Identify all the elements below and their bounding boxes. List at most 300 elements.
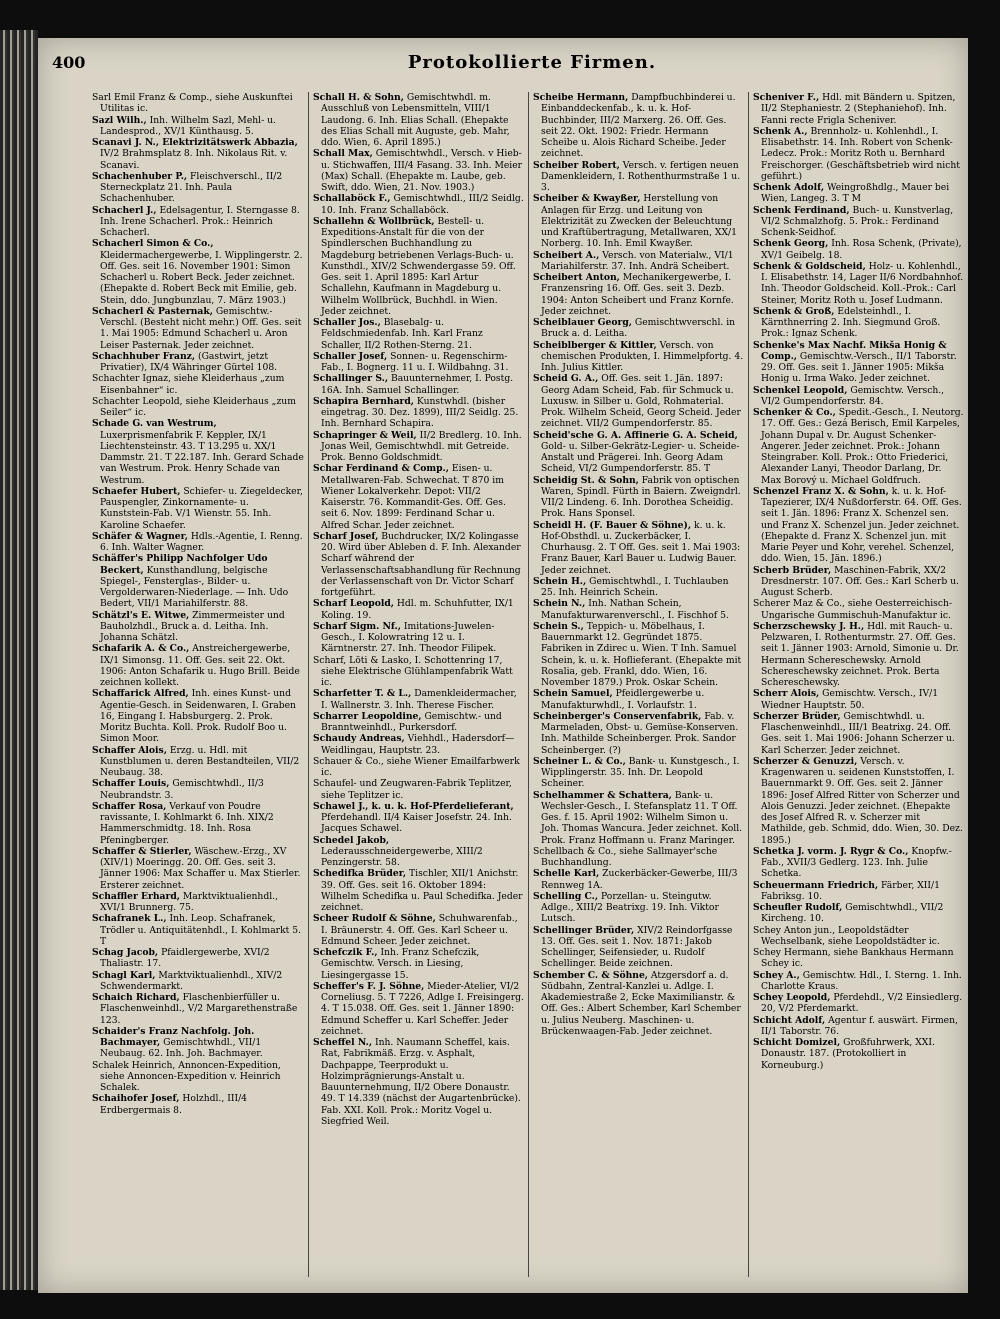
firm-name: Schedel Jakob, [313,834,390,846]
firm-name: Scheiblberger & Kittler, [533,339,657,351]
firm-name: Scheiber Robert, [533,159,620,171]
firm-details: Gemischtwhdl., VII/2 Kircheng. 10. [761,902,944,925]
directory-entry [753,846,964,880]
firm-details: Teppich- u. Möbelhaus, I. Bauernmarkt 12. Gegründet 1875. Fabriken in Zdirec u. Wien. T Inh. Samuel Schein, k. u. k. Hoflieferant. (Ehepakte mit Rosalia, geb. Frankl, ddo. Wien, 16. November 1879.) Prok. Oskar Schein. [541,620,742,688]
firm-details: Fabrik von optischen Waren, Spindl. Fürth in Baiern. Zweigndrl. VII/2 Lindeng. 6. Inh. Dorothea Scheidig. Prok. Hans Sponsel. [541,474,741,520]
firm-details: Schachter Leopold, siehe Kleiderhaus „zum Seiler“ ic. [92,395,296,418]
directory-entry [92,970,304,993]
directory-entry [313,868,524,913]
directory-entry [313,598,524,621]
directory-entry [753,947,964,970]
directory-entry [313,396,524,430]
firm-details: Schalek Heinrich, Annoncen-Expedition, siehe Annoncen-Expedition v. Heinrich Schalek. [92,1059,281,1093]
firm-details: Gemischtwhdl., III/2 Seidlg. 10. Inh. Franz Schallaböck. [321,193,524,216]
firm-name: Schenker & Co., [753,407,836,418]
directory-entry [313,756,524,779]
directory-entry [753,205,964,239]
directory-entry [533,925,744,970]
firm-details: Eisen- u. Metallwaren-Fab. Schwechat. T 870 im Wiener Lokalverkehr. Depot: VII/2 Kaiserstr. 76. Kommandit-Ges. Off. Ges. seit 6. Nov. 1899: Ferdinand Schar u. Alfred Schar. Jeder zeichnet. [321,463,506,531]
directory-entry [92,846,304,891]
page-edge-stack [0,30,38,1290]
firm-name: Scheniver F., [753,92,820,103]
firm-details: Färber, XII/1 Fabriksg. 10. [761,879,940,902]
firm-details: Hdl. mit Bändern u. Spitzen, II/2 Stephaniestr. 2 (Stephaniehof). Inh. Fanni recte Frigla Scheniver. [761,92,956,126]
firm-details: Atzgersdorf a. d. Südbahn, Zentral-Kanzlei u. Adlge. I. Akademiestraße 2, Ecke Maximilianstr. & Off. Ges.: Albert Schember, Karl Schember u. Julius Neuberg. Maschinen- u. Brückenwaagen-Fab. Jeder zeichnet. [541,969,741,1037]
firm-name: Scheibe Hermann, [533,92,629,103]
firm-name: Schaffer Alois, [92,744,167,756]
firm-name: Schacherl & Pasternak, [92,305,213,317]
firm-name: Schein S., [533,620,584,632]
firm-name: Scanavi J. N., Elektrizitätswerk Abbazia, [92,137,298,148]
firm-name: Schein N., [533,598,586,610]
directory-entry [533,711,744,756]
firm-details: Dampfbuchbinderei u. Einbanddeckenfab., k. u. k. Hof-Buchbinder, III/2 Marxerg. 26. Off. Ges. seit 22. Okt. 1902: Friedr. Hermann Scheibe u. Alois Richard Scheibe. Jeder zeichnet. [541,92,736,160]
firm-name: Scheffer's F. J. Söhne, [313,980,425,992]
directory-entry [313,778,524,801]
directory-entry [753,565,964,599]
firm-details: Schey Anton jun., Leopoldstädter Wechselbank, siehe Leopoldstädter ic. [753,924,940,947]
firm-name: Schaich Richard, [92,992,180,1003]
firm-details: Zuckerbäcker-Gewerbe, III/3 Rennweg 1A. [541,868,738,891]
firm-details: Marktviktualienhdl., XIV/2 Schwendermarkt. [100,969,283,992]
firm-name: Schaller Jos., [313,317,381,328]
column-1 [88,92,308,1277]
firm-name: Scheuermann Friedrich, [753,879,879,891]
firm-details: k. u. k. Hof-Tapezierer, IX/4 Nußdorferstr. 64. Off. Ges. seit 1. Jän. 1896: Franz X. Schenzel sen. und Franz X. Schenzel jun. Jeder zeichnet. (Ehepakte d. Franz X. Schenzel jun. mit Marie Peyer und Kohr, verehel. Schenzel, ddo. Wien, 15. Jän. 1896.) [761,485,962,565]
firm-name: Schenke's Max Nachf. Mikša Honig & Comp., [753,339,947,362]
directory-entry [533,846,744,869]
firm-name: Schachhuber Franz, [92,350,196,362]
firm-name: Scharf Josef, [313,530,379,542]
firm-details: Pferdehdl., V/2 Einsiedlerg. 20, V/2 Pferdemarkt. [761,992,963,1015]
firm-name: Schenk Adolf, [753,182,825,193]
firm-details: Hdl. mit Rauch- u. Pelzwaren, I. Rothenturmstr. 27. Off. Ges. seit 1. Jänner 1903: Arnold, Simonie u. Dr. Hermann Schereschewsky. Arnold Schereschewsky zeichnet. Prok. Berta Schereschewsky. [761,620,959,688]
firm-details: Versch. v. Kragenwaren u. seidenen Kunststoffen, I. Bauernmarkt 9. Off. Ges. seit 2. Jänner 1896: Josef Alfred Ritter von Scherzer und Alois Genuzzi. Jeder zeichnet. (Ehepakte des Josef Alfred R. v. Scherzer mit Mathilde, geb. Schmid, ddo. Wien, 30. Dez. 1895.) [761,755,963,846]
firm-details: Schuhwarenfab., I. Bräunerstr. 4. Off. Ges. Karl Scheer u. Edmund Scheer. Jeder zeichnet. [321,913,518,947]
firm-name: Schaffer Rosa, [92,800,167,812]
firm-details: Gemischtw.-Versch., II/1 Taborstr. 29. Off. Ges. seit 1. Jänner 1905: Mikša Honig u. Irma Wako. Jeder zeichnet. [761,350,957,385]
directory-entry [92,992,304,1026]
firm-details: Hdls.-Agentie, I. Renng. 6. Inh. Walter Wagner. [100,530,303,553]
directory-entry [92,553,304,609]
firm-details: Buch- u. Kunstverlag, VI/2 Schmalzhofg. 5. Prok.: Ferdinand Schenk-Seidhof. [761,204,954,238]
directory-entry [753,126,964,182]
firm-details: Gemischtwhdl., VII/1 Neubaug. 62. Inh. Joh. Bachmayer. [100,1037,263,1060]
firm-name: Scherzer & Genuzzi, [753,755,858,767]
directory-entry [313,463,524,531]
directory-entry [753,621,964,689]
directory-entry [533,430,744,475]
firm-name: Scherr Alois, [753,688,820,700]
firm-details: Porzellan- u. Steingutw. Adlge., XIII/2 Beatrixg. 19. Inh. Viktor Lutsch. [541,890,719,925]
directory-entry [92,1060,304,1094]
directory-entry [533,688,744,711]
column-4 [748,92,968,1277]
firm-details: Off. Ges. seit 1. Jän. 1897: Georg Adam Scheid, Fab. für Schmuck u. Luxusw. in Silber u. Gold, Rohmaterial. Prok. Wilhelm Scheid, Georg Scheid. Jeder zeichnet. VII/2 Gumpendorferstr. 85. [541,373,741,430]
directory-entry [92,1093,304,1116]
directory-entry [92,115,304,138]
firm-details: Inh. Wilhelm Sazl, Mehl- u. Landesprod., XV/1 Künthausg. 5. [100,114,276,137]
firm-name: Schagl Karl, [92,969,156,981]
firm-name: Scheer Rudolf & Söhne, [313,913,436,925]
firm-details: Gold- u. Silber-Gekrätz-Legier- u. Scheide-Anstalt und Prägerei. Inh. Georg Adam Scheid, VI/2 Gumpendorferstr. 85. T [541,440,740,475]
firm-details: Gemischtw. Versch., IV/1 Wiedner Hauptstr. 50. [761,688,939,711]
firm-name: Schapira Bernhard, [313,395,414,407]
firm-details: Gemischtwhdl., II/3 Neubrandstr. 3. [100,778,264,801]
directory-entry [313,733,524,756]
firm-details: Gemischtwhdl. u. Flaschenweinhdl., III/1 Beatrixg. 24. Off. Ges. seit 1. Mai 1906: Johann Scherzer u. Karl Scherzer. Jeder zeichnet. [761,710,955,756]
firm-details: Versch. von Materialw., VI/1 Mariahilferstr. 37. Inh. Andrä Scheibert. [541,249,734,272]
directory-entry [313,835,524,869]
firm-name: Schelle Karl, [533,868,600,880]
firm-name: Scharrer Leopoldine, [313,710,422,722]
firm-details: Gemischtw.-Verschl. (Besteht nicht mehr.) Off. Ges. seit 1. Mai 1905: Edmund Schacherl u. Aron Leiser Pasternak. Jeder zeichnet. [100,305,302,351]
firm-details: Schachter Ignaz, siehe Kleiderhaus „zum Eisenbahner“ ic. [92,373,285,396]
firm-details: Mieder-Atelier, VI/2 Corneliusg. 5. T 7226, Adlge I. Freisingerg. 4. T 15.038. Off. Ges. seit 1. Jänner 1890: Edmund Scheffer u. Karl Scheffer. Jeder zeichnet. [321,980,524,1037]
directory-entry [92,137,304,171]
directory-entry [313,655,524,689]
directory-entry [533,373,744,429]
firm-name: Schetka J. vorm. J. Rygr & Co., [753,845,909,857]
firm-details: Inh. Franz Schefczik, Gemischtw. Versch. in Liesing, Liesingergasse 15. [321,947,480,981]
firm-name: Schaihofer Josef, [92,1093,180,1105]
firm-name: Scheiber & Kwayßer, [533,193,641,205]
directory-entry [533,317,744,340]
firm-name: Schapringer & Weil, [313,429,417,441]
directory-entry [753,711,964,756]
directory-entry [313,711,524,734]
firm-details: Inh. Rosa Schenk, (Private), XV/1 Geibelg. 18. [761,238,962,261]
firm-name: Schey Leopold, [753,992,831,1003]
directory-entry [92,610,304,644]
directory-entry [753,598,964,621]
directory-entry [313,351,524,374]
firm-name: Schallinger S., [313,373,389,385]
firm-name: Schaffler Erhard, [92,890,180,902]
firm-name: Schenzel Franz X. & Sohn, [753,485,889,497]
firm-details: Flaschenbierfüller u. Flaschenweinhdl., V/2 Margarethenstraße 123. [100,992,298,1026]
firm-details: Bank- u. Wechsler-Gesch., I. Stefansplatz 11. T Off. Ges. f. 15. April 1902: Wilhelm Simon u. Joh. Thomas Wancura. Jeder zeichnet. Koll. Prok. Franz Hoffmann u. Franz Maringer. [541,789,743,846]
directory-entry [753,385,964,408]
directory-entry [753,970,964,993]
firm-name: Schicht Domizel, [753,1037,841,1048]
firm-name: Scheidl H. (F. Bauer & Söhne), [533,519,692,531]
firm-name: Schall H. & Sohn, [313,92,404,103]
directory-entry [533,193,744,249]
directory-entry [533,970,744,1038]
directory-entry [92,1026,304,1060]
firm-details: Schiefer- u. Ziegeldecker, Pauspengler, Zinkornamente- u. Kunststein-Fab. V/1 Wienstr. 55. Inh. Karoline Schaefer. [100,485,303,531]
firm-name: Schicht Adolf, [753,1014,826,1026]
directory-entry [753,92,964,126]
firm-name: Schafranek L., [92,913,167,925]
firm-details: Gemischtwhdl. m. Ausschluß von Lebensmitteln, VIII/1 Laudong. 6. Inh. Elias Schall. (Ehepakte des Elias Schall mit Auguste, geb. Mahr, ddo. Wien, 6. April 1895.) [321,92,510,148]
directory-entry [533,520,744,576]
firm-name: Schenk Ferdinand, [753,204,850,216]
firm-details: II/2 Bredlerg. 10. Inh. Jonas Weil, Gemischtwhdl. mit Getreide. Prok. Benno Goldschmidt. [321,429,522,463]
directory-entry [313,193,524,216]
firm-details: Edelsagentur, I. Sterngasse 8. Inh. Irene Schacherl. Prok.: Heinrich Schacherl. [100,204,300,238]
firm-details: Pfaidlergewerbe, XVI/2 Thaliastr. 17. [100,947,270,970]
firm-details: Holzhdl., III/4 Erdbergermais 8. [100,1093,248,1116]
firm-name: Schaffer Louis, [92,778,170,790]
firm-details: Herstellung von Anlagen für Erzg. und Leitung von Elektrizität zu Zwecken der Beleuchtung und Kraftübertragung, Metallwaren, XX/1 Norberg. 10. Inh. Emil Kwayßer. [541,193,737,250]
firm-details: k. u. k. Hof-Obsthdl. u. Zuckerbäcker, I. Churhausg. 2. T Off. Ges. seit 1. Mai 1903: Franz Bauer, Karl Bauer u. Ludwig Bauer. Jeder zeichnet. [541,519,741,576]
firm-name: Schelhammer & Schattera, [533,789,672,801]
directory-entry [313,216,524,317]
firm-name: Schacherl Simon & Co., [92,238,214,250]
firm-details: Gemischtwhdl., I. Tuchlauben 25. Inh. Heinrich Schein. [541,575,729,598]
directory-entry [92,688,304,744]
directory-entry [753,925,964,948]
firm-details: Maschinen-Fabrik, XX/2 Dresdnerstr. 107. Off. Ges.: Karl Scherb u. August Scherb. [761,564,959,598]
firm-details: Sarl Emil Franz & Comp., siehe Auskunftei Utilitas ic. [92,92,293,115]
firm-details: Weingroßhdlg., Mauer bei Wien, Langeg. 3. T M [761,182,950,205]
directory-entry [753,880,964,903]
firm-details: Gemischtwverschl. in Bruck a. d. Leitha. [541,317,736,340]
firm-details: Holz- u. Kohlenhdl., I. Elisabethstr. 14, Lager II/6 Nordbahnhof. Inh. Theodor Goldscheid. Koll.-Prok.: Carl Steiner, Moritz Roth u. Josef Ludmann. [761,260,964,306]
directory-entry [313,688,524,711]
firm-details: Anstreichergewerbe, IX/1 Simonsg. 11. Off. Ges. seit 22. Okt. 1906: Anton Schafarik u. Hugo Brill. Beide zeichnen kollekt. [100,643,300,688]
firm-details: Gemischtw. Hdl., I. Sterng. 1. Inh. Charlotte Kraus. [761,969,962,992]
firm-name: Schall Max, [313,148,373,160]
firm-details: Blasebalg- u. Feldschmiedenfab. Inh. Karl Franz Schaller, II/2 Rothen-Sterng. 21. [321,317,483,351]
firm-details: Kunstwhdl. (bisher eingetrag. 30. Dez. 1899), III/2 Seidlg. 25. Inh. Bernhard Schapira. [321,395,519,430]
firm-name: Schenk & Groß, [753,305,835,317]
directory-entry [533,598,744,621]
directory-entry [533,790,744,846]
firm-details: Verkauf von Poudre ravissante, I. Kohlmarkt 6. Inh. XIX/2 Hammerschmidtg. 18. Inh. Rosa Pfeningberger. [100,800,274,846]
directory-entry [753,340,964,385]
firm-name: Schade G. van Westrum, [92,418,217,430]
firm-name: Schacherl J., [92,204,157,216]
directory-entry [533,250,744,273]
firm-details: Inh. Nathan Schein, Manufakturwarenverschl., I. Fischhof 5. [541,598,729,621]
directory-entry [92,92,304,115]
firm-details: (Gastwirt, jetzt Privatier), IX/4 Währinger Gürtel 108. [100,350,278,373]
firm-name: Scheid'sche G. A. Affinerie G. A. Scheid, [533,429,738,441]
running-title: Protokollierte Firmen. [407,52,657,73]
directory-entry [313,981,524,1037]
directory-entry [533,272,744,317]
firm-name: Scharf Leopold, [313,598,394,610]
firm-name: Schein H., [533,575,587,587]
directory-entry [92,486,304,531]
directory-entry [313,373,524,396]
firm-details: IV/2 Brahmsplatz 8. Inh. Nikolaus Rit. v. Scanavi. [100,148,288,171]
directory-entry [753,756,964,846]
directory-entry [533,756,744,790]
firm-name: Scheffel N., [313,1037,373,1048]
directory-entry [313,148,524,193]
firm-details: Gemischtw. Versch., VI/2 Gumpendorferstr. 84. [761,384,945,407]
firm-name: Schenk & Goldscheid, [753,260,866,272]
firm-details: Gemischtw.- und Branntweinhdl., Purkersdorf. [321,710,502,733]
firm-name: Schelling C., [533,890,599,902]
directory-entry [92,745,304,779]
firm-details: Großfuhrwerk, XXI. Donaustr. 187. (Protokolliert in Korneuburg.) [761,1037,935,1071]
firm-details: Damenkleidermacher, I. Wallnerstr. 3. Inh. Therese Fischer. [321,688,517,711]
firm-details: Spedit.-Gesch., I. Neutorg. 17. Off. Ges.: Gezá Berisch, Emil Karpeles, Johann Dupal v. Dr. August Schenker-Angerer. Jeder zeichnet. Prok.: Johann Steingraber. Koll. Prok.: Otto Friederici, Alexander Lanyi, Theodor Darlang, Dr. Max Borový u. Michael Goldfruch. [761,407,964,486]
firm-details: Fab. v. Marmeladen, Obst- u. Gemüse-Konserven. Inh. Mathilde Scheinberger. Prok. Sandor Scheinberger. (?) [541,710,739,756]
firm-details: Bank- u. Kunstgesch., I. Wipplingerstr. 35. Inh. Dr. Leopold Scheiner. [541,755,740,790]
directory-entry [533,340,744,374]
firm-name: Schachenhuber P., [92,170,188,182]
directory-entry [753,992,964,1015]
firm-name: Schember C. & Söhne, [533,969,648,981]
directory-entry [92,373,304,396]
firm-name: Scheibert Anton, [533,272,620,283]
firm-name: Schäfer & Wagner, [92,530,188,542]
firm-name: Schag Jacob, [92,947,159,958]
directory-entry [533,868,744,891]
directory-entry [533,92,744,160]
firm-name: Schätzl's E. Witwe, [92,609,190,621]
firm-details: Pferdehandl. II/4 Kaiser Josefstr. 24. Inh. Jacques Schawel. [321,812,512,835]
firm-details: Edelsteinhdl., I. Kärnthnerring 2. Inh. Siegmund Groß. Prok.: Ignaz Schenk. [761,305,941,340]
firm-name: Scheid G. A., [533,373,599,385]
firm-details: Knopfw.-Fab., XVII/3 Gedlerg. 123. Inh. Julie Schetka. [761,845,952,880]
firm-details: Buchdrucker, IX/2 Kolingasse 20. Wird über Ableben d. F. Inh. Alexander Scharf während der Verlassenschaftsabhandlung für Rechnung der Verlassenschaft von Dr. Victor Scharf fortgeführt. [321,530,521,598]
firm-details: Scharf, Löti & Lasko, I. Schottenring 17, siehe Elektrische Glühlampenfabrik Watt ic. [313,654,513,688]
firm-details: Scherer Maz & Co., siehe Oesterreichisch-Ungarische Gummischuh-Manufaktur ic. [753,598,953,621]
directory-entry [313,801,524,835]
page-number: 400 [52,53,86,72]
directory-entry [753,407,964,486]
directory-entry [313,531,524,599]
firm-details: Schey Hermann, siehe Bankhaus Hermann Schey ic. [753,947,954,970]
directory-entry [753,306,964,340]
firm-details: Marktviktualienhdl., XVI/1 Brunnerg. 75. [100,890,279,913]
directory-columns [88,92,968,1277]
firm-name: Schenkel Leopold, [753,384,848,396]
firm-name: Schein Samuel, [533,688,613,700]
directory-entry [92,891,304,914]
directory-entry [753,1015,964,1038]
firm-details: Bauunternehmer, I. Postg. 16A. Inh. Samuel Schallinger. [321,373,514,396]
firm-details: Schauer & Co., siehe Wiener Emailfarbwerk ic. [313,755,520,778]
firm-name: Schenk A., [753,125,808,137]
firm-details: Wäschew.-Erzg., XV (XIV/1) Moeringg. 20. Off. Ges. seit 3. Jänner 1906: Max Schaffer u. Max Stierler. Ersterer zeichnet. [100,845,301,891]
firm-details: Versch. v. fertigen neuen Damenkleidern, I. Rothenthurmstraße 1 u. 3. [541,159,741,193]
firm-details: Lederausschneidergewerbe, XIII/2 Penzingerstr. 58. [321,845,483,868]
firm-name: Scheiblauer Georg, [533,317,632,328]
directory-entry [313,317,524,351]
firm-details: Erzg. u. Hdl. mit Kunstblumen u. deren Bestandteilen, VII/2 Neubaug. 38. [100,744,300,778]
firm-name: Schefczik F., [313,947,378,958]
firm-name: Scheidig St. & Sohn, [533,474,639,486]
directory-entry [753,182,964,205]
firm-details: Zimmermeister und Bauholzhdl., Bruck a. d. Leitha. Inh. Johanna Schätzl. [100,609,285,643]
directory-entry [753,238,964,261]
directory-entry [313,430,524,464]
directory-entry [92,396,304,419]
directory-entry [753,261,964,306]
directory-entry [92,205,304,239]
directory-entry [92,531,304,554]
directory-entry [313,1037,524,1127]
firm-name: Sazl Wilh., [92,114,147,126]
column-2 [308,92,528,1277]
column-3 [528,92,748,1277]
firm-details: Gemischtwhdl., Versch. v Hieb- u. Stichwaffen, III/4 Fasang. 33. Inh. Meier (Max) Schall. (Ehepakte m. Laube, geb. Swift, ddo. Wien, 21. Nov. 1903.) [321,148,523,193]
directory-entry [92,643,304,688]
directory-entry [753,688,964,711]
firm-name: Scharf Sigm. Nf., [313,620,401,632]
firm-name: Schallaböck F., [313,193,391,205]
firm-name: Schaider's Franz Nachfolg. Joh. Bachmayer, [92,1025,255,1048]
firm-name: Schäffer's Philipp Nachfolger Udo Beckert, [92,553,268,576]
directory-entry [313,621,524,655]
directory-entry [313,913,524,947]
firm-details: Mechanikergewerbe, I. Franzensring 16. Off. Ges. seit 3. Dezb. 1904: Anton Scheibert und Franz Kornfe. Jeder zeichnet. [541,272,734,317]
firm-details: XIV/2 Reindorfgasse 13. Off. Ges. seit 1. Nov. 1871: Jakob Schellinger, Seifensieder, u. Rudolf Schellinger. Beide zeichnen. [541,924,733,970]
firm-name: Schaffer & Stierler, [92,845,192,857]
directory-entry [92,778,304,801]
firm-name: Scheufler Rudolf, [753,902,843,913]
directory-entry [92,351,304,374]
firm-name: Schaudy Andreas, [313,733,405,745]
firm-name: Scheinberger's Conservenfabrik, [533,710,702,722]
firm-details: Luxerprismenfabrik F. Keppler, IX/1 Liechtensteinstr. 43. T 13.295 u. XX/1 Dammstr. 21. T 22.187. Inh. Gerard Schade van Westrum. Prok. Henry Schade van Westrum. [100,429,304,486]
firm-details: Fleischverschl., II/2 Sterneckplatz 21. Inh. Paula Schachenhuber. [100,170,283,205]
firm-name: Schaller Josef, [313,350,388,362]
directory-entry [753,486,964,565]
firm-details: Hdl. m. Schuhfutter, IX/1 Koling. 19. [321,598,514,621]
directory-entry [92,801,304,846]
directory-entry [92,947,304,970]
directory-entry [92,171,304,205]
firm-details: Tischler, XII/1 Anichstr. 39. Off. Ges. seit 16. Oktober 1894: Wilhelm Schedifka u. Paul Schedifka. Jeder zeichnet. [321,868,523,913]
directory-entry [92,418,304,486]
firm-details: Agentur f. auswärt. Firmen, II/1 Taborstr. 76. [761,1014,958,1037]
directory-entry [753,1037,964,1071]
firm-details: Kunsthandlung, belgische Spiegel-, Fensterglas-, Bilder- u. Vergolderwaren-Niederlage. — Inh. Udo Bedert, VII/1 Mariahilferstr. 88. [100,564,289,610]
firm-details: Brennholz- u. Kohlenhdl., I. Elisabethstr. 14. Inh. Robert von Schenk-Ledecz. Prok.: Moritz Roth u. Bernhard Freischorger. (Geschäftsbetrieb wird nicht geführt.) [761,125,960,182]
directory-entry [313,947,524,981]
firm-name: Schellinger Brüder, [533,924,635,936]
firm-details: Inh. eines Kunst- und Agentie-Gesch. in Seidenwaren, I. Graben 16, Eingang I. Habsburgerg. 2. Prok. Moritz Buchta. Koll. Prok. Rudolf Boo u. Simon Moor. [100,688,296,745]
firm-details: Sonnen- u. Regenschirm-Fab., I. Bognerg. 11 u. I. Wildbahng. 31. [321,350,509,373]
firm-name: Schar Ferdinand & Comp., [313,463,449,475]
page-header [52,52,952,84]
directory-entry [92,913,304,947]
directory-entry [533,576,744,599]
firm-details: Kleidermachergewerbe, I. Wipplingerstr. 2. Off. Ges. seit 16. November 1901: Simon Schacherl u. Robert Beck. Jeder zeichnet. (Ehepakte d. Robert Beck mit Emilie, geb. Stein, ddo. Jungbunzlau, 7. März 1903.) [100,249,303,306]
firm-details: Inh. Leop. Schafranek, Trödler u. Antiquitätenhdl., I. Kohlmarkt 5. T [100,913,302,947]
directory-entry [533,621,744,689]
firm-name: Scherb Brüder, [753,564,832,576]
firm-details: Imitations-Juwelen-Gesch., I. Kolowratring 12 u. I. Kärntnerstr. 27. Inh. Theodor Filipek. [321,620,497,655]
directory-entry [533,891,744,925]
firm-name: Schaefer Hubert, [92,485,181,497]
firm-name: Scheiner L. & Co., [533,755,626,767]
firm-name: Schedifka Brüder, [313,868,407,880]
firm-details: Schaufel- und Zeugwaren-Fabrik Teplitzer, siehe Teplitzer ic. [313,778,512,801]
firm-name: Scherzer Brüder, [753,710,841,722]
directory-entry [533,160,744,194]
directory-entry [92,238,304,306]
directory-entry [753,902,964,925]
firm-details: Bestell- u. Expeditions-Anstalt für die von der Spindlerschen Buchhandlung zu Magdeburg betriebenen Verlags-Buch- u. Kunsthdl., XIV/2 Schwendergasse 59. Off. Ges. seit 1. April 1895: Karl Artur Schallehn, Kaufmann in Magdeburg u. Wilhelm Wollbrück, Buchhdl. in Wien. Jeder zeichnet. [321,215,516,317]
directory-entry [313,92,524,148]
firm-name: Schenk Georg, [753,238,829,250]
firm-name: Schaffarick Alfred, [92,688,189,700]
firm-details: Pfeidlergewerbe u. Manufakturwhdl., I. Vorlaufstr. 1. [541,688,705,711]
firm-name: Schallehn & Wollbrück, [313,215,435,227]
firm-name: Schawel J., k. u. k. Hof-Pferdelieferant, [313,800,514,812]
firm-details: Inh. Naumann Scheffel, kais. Rat, Fabrikmäß. Erzg. v. Asphalt, Dachpappe, Teerprodukt u. Holzimprägnierungs-Anstalt u. Bauunternehmung, II/2 Obere Donaustr. 49. T 14.339 (nächst der Augartenbrücke). Fab. XXI. Koll. Prok.: Moritz Vogel u. Siegfried Weil. [321,1037,521,1127]
